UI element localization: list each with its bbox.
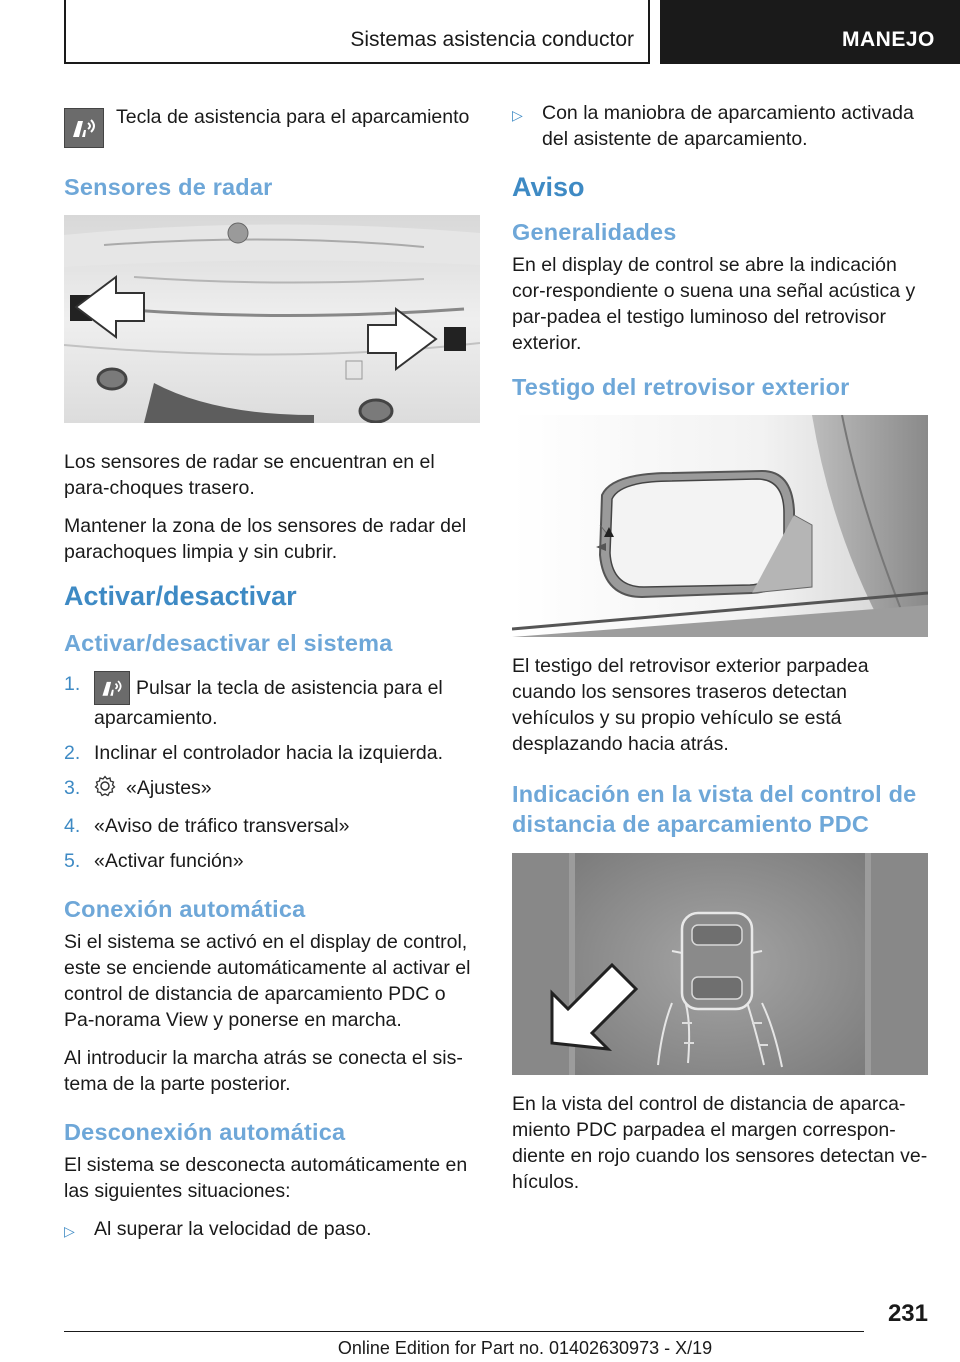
footer-divider (64, 1331, 864, 1332)
left-column (64, 100, 480, 1256)
section-tab (64, 0, 650, 64)
key-caption-row (64, 100, 480, 148)
heading-desconexion: Desconexión automática (64, 1119, 346, 1145)
heading-sensores-radar: Sensores de radar (64, 174, 273, 200)
heading-pdc: Indicación en la vista del control de distancia de aparcamiento PDC (512, 781, 917, 837)
rear-bumper-image (64, 215, 480, 423)
list-item: 3. «Ajustes» (64, 775, 480, 804)
side-mirror-image (512, 415, 928, 637)
list-item: ▷ Al superar la velocidad de paso. (64, 1216, 480, 1244)
paragraph-desconexion: El sistema se desconecta automáticamente en las siguientes situaciones: (64, 1154, 468, 1202)
triangle-bullet-icon: ▷ (512, 107, 523, 123)
footer-edition: Online Edition for Part no. 01402630973 - X/19 (337, 1338, 713, 1358)
list-item: 2. Inclinar el controlador hacia la izquierda. (64, 742, 444, 764)
paragraph-conexion-2: Al introducir la marcha atrás se conecta el sis-tema de la parte posterior. (64, 1047, 463, 1095)
heading-activar: Activar/desactivar (64, 581, 297, 611)
paragraph-testigo: El testigo del retrovisor exterior parpadea cuando los sensores traseros detectan vehículos y su propio vehículo se está desplazando hacia atrás. (512, 655, 869, 755)
park-assist-key-icon (94, 671, 130, 705)
list-item: ▷ Con la maniobra de aparcamiento activada del asistente de aparcamiento. (512, 102, 914, 150)
key-caption: Tecla de asistencia para el aparcamiento (116, 106, 470, 128)
heading-aviso: Aviso (512, 172, 585, 202)
chapter-title: MANEJO (842, 28, 935, 51)
steps-list (64, 671, 480, 874)
paragraph-conexion-1: Si el sistema se activó en el display de control, este se enciende automáticamente al activar el control de distancia de aparcamiento PDC o Pa-norama View y ponerse en marcha. (64, 931, 471, 1031)
chapter-tab (660, 0, 960, 64)
heading-activar-sistema: Activar/desactivar el sistema (64, 630, 393, 656)
heading-conexion: Conexión automática (64, 896, 306, 922)
page-number: 231 (887, 1300, 928, 1327)
triangle-bullet-icon: ▷ (64, 1223, 75, 1239)
list-item: 5. «Activar función» (64, 850, 244, 872)
bullet-list-right (512, 100, 930, 152)
right-column (512, 100, 930, 1207)
section-title: Sistemas asistencia conductor (350, 28, 634, 51)
bullet-list-left (64, 1216, 480, 1244)
paragraph-radar-clean: Mantener la zona de los sensores de radar del parachoques limpia y sin cubrir. (64, 515, 467, 563)
heading-testigo: Testigo del retrovisor exterior (512, 374, 850, 400)
list-item: 1. Pulsar la tecla de asistencia para el aparcamiento. (64, 673, 443, 729)
heading-generalidades: Generalidades (512, 219, 677, 245)
paragraph-pdc: En la vista del control de distancia de aparca-miento PDC parpadea el margen correspon-diente en rojo cuando los sensores detectan ve-hículos. (512, 1093, 928, 1193)
gear-icon (94, 775, 118, 804)
paragraph-generalidades: En el display de control se abre la indicación cor-respondiente o suena una señal acústica y par-padea el testigo luminoso del retrovisor exterior. (512, 254, 916, 354)
park-assist-key-icon (64, 108, 104, 148)
list-item: 4. «Aviso de tráfico transversal» (64, 815, 350, 837)
page-header (0, 0, 960, 66)
pdc-view-image (512, 853, 928, 1075)
paragraph-radar-location: Los sensores de radar se encuentran en el para-choques trasero. (64, 451, 435, 499)
